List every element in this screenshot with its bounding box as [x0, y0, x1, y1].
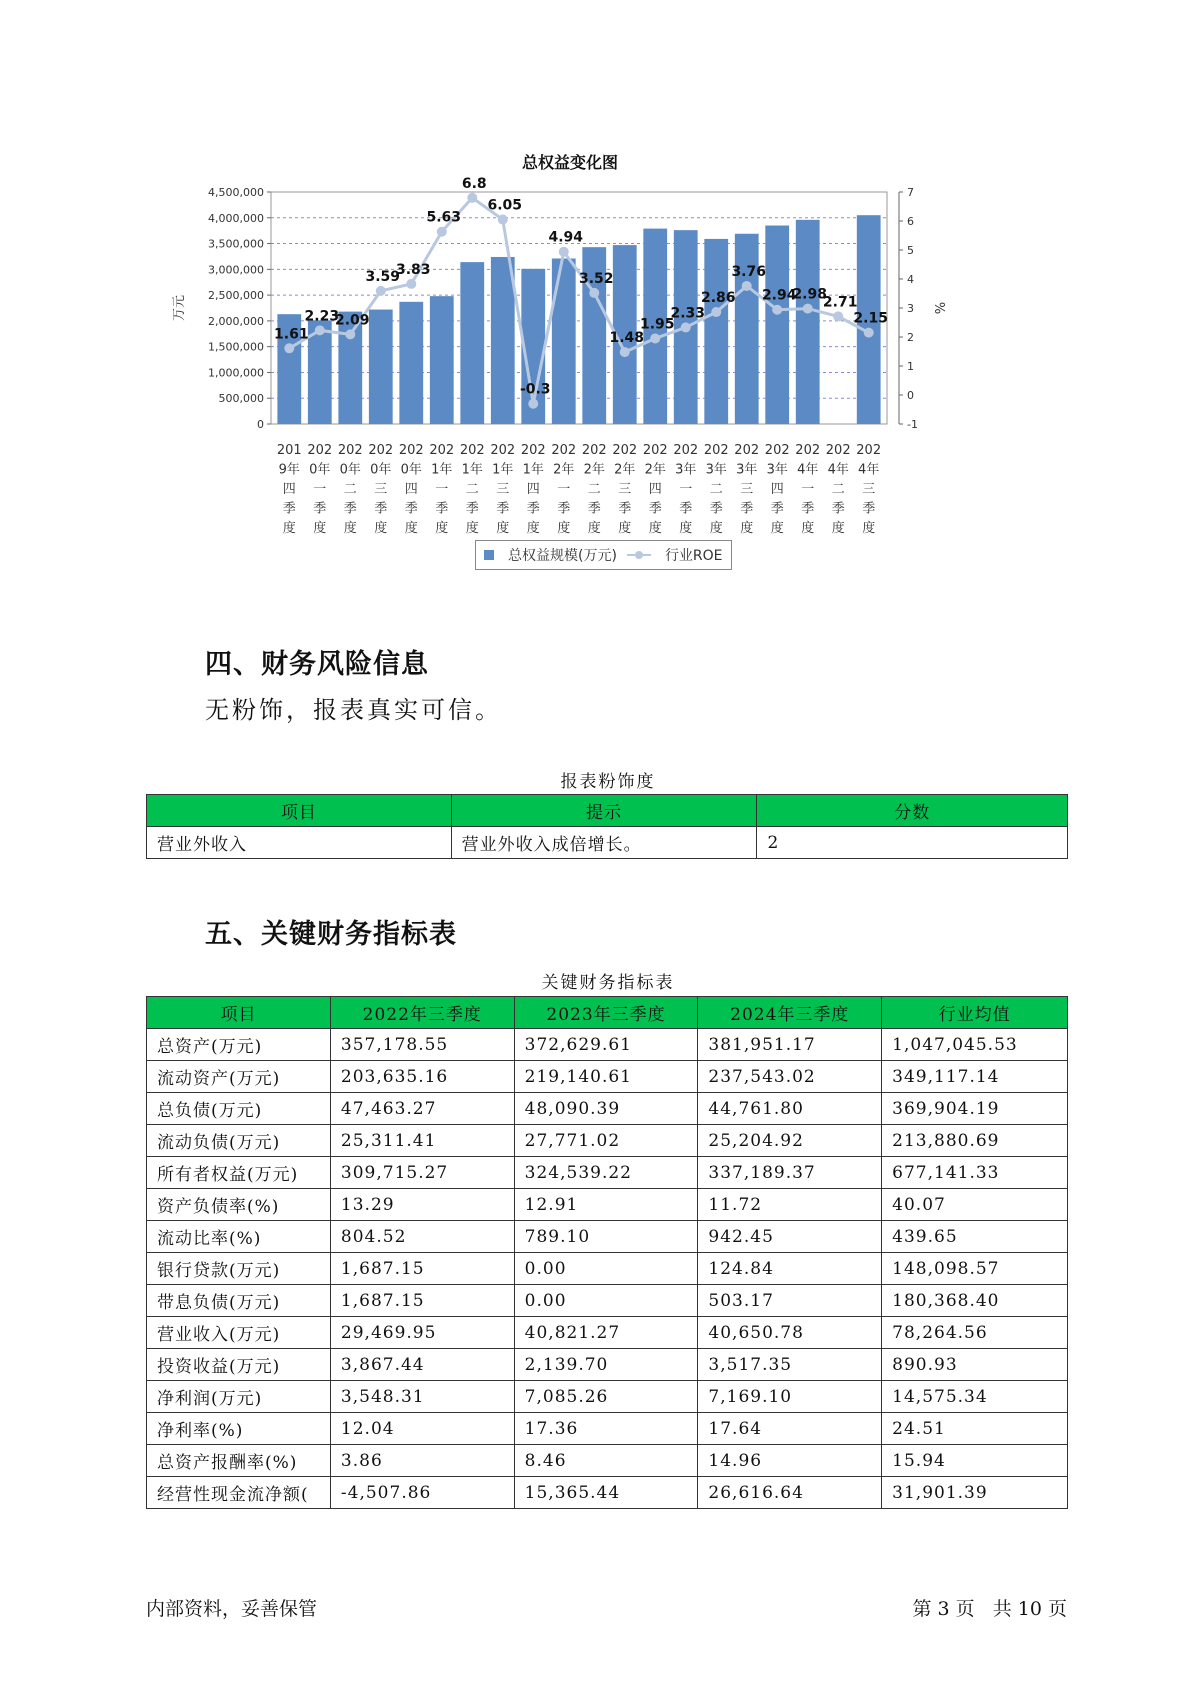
- table-cell: 237,543.02: [698, 1061, 882, 1093]
- x-tick-label: 2年: [553, 462, 575, 478]
- roe-data-label: 2.71: [822, 294, 858, 311]
- table-header: 2024年三季度: [698, 997, 882, 1029]
- x-tick-label: 季: [557, 501, 571, 517]
- roe-point: [711, 307, 721, 317]
- table-cell: 372,629.61: [514, 1029, 698, 1061]
- x-tick-label: 季: [709, 501, 723, 517]
- roe-point: [406, 279, 416, 289]
- roe-point: [559, 247, 569, 257]
- x-tick-label: 二: [831, 482, 845, 497]
- table-cell: 369,904.19: [882, 1093, 1068, 1125]
- bar: [765, 226, 789, 424]
- roe-data-label: 3.52: [578, 270, 614, 287]
- whitewash-table-caption: 报表粉饰度: [560, 772, 656, 792]
- section4-text: 无粉饰，报表真实可信。: [205, 696, 502, 724]
- table-row: [147, 827, 1068, 859]
- page-number: 第 3 页 共 10 页: [912, 1598, 1067, 1620]
- y2-tick-label: 1: [907, 360, 914, 373]
- table-cell: 净利润(万元): [147, 1381, 331, 1413]
- x-tick-label: 季: [679, 501, 693, 517]
- table-header: 项目: [147, 795, 452, 827]
- x-tick-label: 202: [734, 443, 760, 458]
- roe-data-label: 1.95: [639, 316, 675, 333]
- x-tick-label: 202: [551, 443, 577, 458]
- roe-point: [589, 288, 599, 298]
- table-cell: 25,311.41: [330, 1125, 514, 1157]
- x-tick-label: 度: [679, 521, 693, 536]
- y2-tick-label: 4: [907, 273, 914, 286]
- table-cell: 219,140.61: [514, 1061, 698, 1093]
- table-cell: 营业外收入成倍增长。: [451, 827, 757, 859]
- x-tick-label: 季: [526, 501, 540, 517]
- roe-point: [528, 399, 538, 409]
- key-indicators-table: [146, 996, 1068, 1509]
- table-cell: 1,047,045.53: [882, 1029, 1068, 1061]
- table-row: [147, 1221, 1068, 1253]
- roe-point: [345, 329, 355, 339]
- table-cell: 14,575.34: [882, 1381, 1068, 1413]
- x-tick-label: 季: [465, 501, 479, 517]
- x-tick-label: 3年: [766, 462, 788, 478]
- y2-tick-label: 5: [907, 244, 914, 257]
- table-header: 分数: [757, 795, 1068, 827]
- x-tick-label: 季: [313, 501, 327, 517]
- table-cell: 投资收益(万元): [147, 1349, 331, 1381]
- x-tick-label: 四: [282, 482, 296, 497]
- y2-tick-label: 7: [907, 186, 914, 199]
- x-tick-label: 度: [343, 521, 357, 536]
- table-row: [147, 1189, 1068, 1221]
- x-tick-label: 202: [307, 443, 333, 458]
- y-tick-label: 4,000,000: [208, 211, 264, 225]
- key-indicators-caption: 关键财务指标表: [541, 973, 675, 993]
- table-cell: 3,867.44: [330, 1349, 514, 1381]
- table-cell: 总资产报酬率(%): [147, 1445, 331, 1477]
- x-tick-label: 季: [770, 501, 784, 517]
- x-tick-label: 1年: [461, 462, 483, 478]
- table-cell: 357,178.55: [330, 1029, 514, 1061]
- roe-data-label: 2.23: [304, 308, 340, 325]
- x-tick-label: 度: [557, 521, 571, 536]
- x-tick-label: 度: [526, 521, 540, 536]
- x-tick-label: 度: [709, 521, 723, 536]
- bar: [491, 257, 515, 424]
- x-tick-label: 季: [404, 501, 418, 517]
- x-tick-label: 1年: [492, 462, 514, 478]
- table-cell: 净利率(%): [147, 1413, 331, 1445]
- bar: [704, 239, 728, 424]
- roe-point: [437, 227, 447, 237]
- y-tick-label: 0: [257, 418, 264, 431]
- bar: [338, 312, 362, 424]
- y-axis-title: 万元: [172, 294, 187, 322]
- table-cell: 503.17: [698, 1285, 882, 1317]
- roe-point: [742, 281, 752, 291]
- roe-data-label: 2.15: [853, 310, 888, 327]
- roe-point: [833, 311, 843, 321]
- table-cell: 7,169.10: [698, 1381, 882, 1413]
- x-tick-label: 4年: [797, 462, 819, 478]
- table-cell: 804.52: [330, 1221, 514, 1253]
- x-tick-label: 季: [618, 501, 632, 517]
- table-cell: 总资产(万元): [147, 1029, 331, 1061]
- table-cell: 17.64: [698, 1413, 882, 1445]
- table-cell: 营业外收入: [147, 827, 452, 859]
- table-cell: 203,635.16: [330, 1061, 514, 1093]
- roe-point: [467, 193, 477, 203]
- chart-title: 总权益变化图: [521, 153, 618, 172]
- table-cell: 40.07: [882, 1189, 1068, 1221]
- y-tick-label: 1,000,000: [208, 366, 264, 380]
- x-tick-label: 3年: [705, 462, 727, 478]
- x-tick-label: 一: [801, 482, 815, 497]
- table-cell: 资产负债率(%): [147, 1189, 331, 1221]
- x-tick-label: 季: [648, 501, 662, 517]
- table-cell: 15,365.44: [514, 1477, 698, 1509]
- x-tick-label: 度: [770, 521, 784, 536]
- x-tick-label: 202: [612, 443, 638, 458]
- table-cell: 1,687.15: [330, 1253, 514, 1285]
- roe-data-label: 2.94: [761, 287, 797, 304]
- x-tick-label: 季: [496, 501, 510, 517]
- table-cell: 流动比率(%): [147, 1221, 331, 1253]
- x-tick-label: 四: [404, 482, 418, 497]
- roe-point: [376, 286, 386, 296]
- x-tick-label: 0年: [309, 462, 331, 478]
- x-tick-label: 二: [587, 482, 601, 497]
- x-tick-label: 202: [825, 443, 851, 458]
- x-tick-label: 四: [648, 482, 662, 497]
- roe-data-label: 1.48: [609, 330, 645, 347]
- x-tick-label: 季: [801, 501, 815, 517]
- chart-canvas: [172, 140, 955, 540]
- table-cell: 0.00: [514, 1285, 698, 1317]
- x-tick-label: 2年: [583, 462, 605, 478]
- table-cell: 78,264.56: [882, 1317, 1068, 1349]
- table-header: 提示: [451, 795, 757, 827]
- table-cell: 124.84: [698, 1253, 882, 1285]
- table-row: [147, 1253, 1068, 1285]
- roe-point: [803, 304, 813, 314]
- x-tick-label: 1年: [522, 462, 544, 478]
- x-tick-label: 一: [679, 482, 693, 497]
- table-cell: 25,204.92: [698, 1125, 882, 1157]
- y2-tick-label: 2: [907, 331, 914, 344]
- legend-line-swatch: [627, 551, 651, 559]
- roe-data-label: 3.76: [731, 263, 766, 280]
- table-cell: 27,771.02: [514, 1125, 698, 1157]
- table-row: [147, 1061, 1068, 1093]
- x-tick-label: 季: [831, 501, 845, 517]
- table-cell: 439.65: [882, 1221, 1068, 1253]
- x-tick-label: 度: [648, 521, 662, 536]
- x-tick-label: 四: [526, 482, 540, 497]
- table-cell: 677,141.33: [882, 1157, 1068, 1189]
- roe-point: [498, 215, 508, 225]
- x-tick-label: 二: [343, 482, 357, 497]
- table-row: [147, 1285, 1068, 1317]
- table-cell: 带息负债(万元): [147, 1285, 331, 1317]
- x-tick-label: 季: [862, 501, 876, 517]
- roe-data-label: -0.3: [519, 381, 551, 398]
- table-row: [147, 1157, 1068, 1189]
- table-row: [147, 1477, 1068, 1509]
- x-tick-label: 度: [313, 521, 327, 536]
- x-tick-label: 三: [740, 482, 754, 497]
- x-tick-label: 季: [374, 501, 388, 517]
- table-cell: 890.93: [882, 1349, 1068, 1381]
- x-tick-label: 3年: [675, 462, 697, 478]
- bar: [460, 262, 484, 424]
- bar: [399, 302, 423, 424]
- x-tick-label: 一: [435, 482, 449, 497]
- x-tick-label: 0年: [370, 462, 392, 478]
- table-cell: 总负债(万元): [147, 1093, 331, 1125]
- table-cell: 17.36: [514, 1413, 698, 1445]
- table-cell: 8.46: [514, 1445, 698, 1477]
- x-tick-label: 202: [703, 443, 729, 458]
- y2-tick-label: -1: [907, 418, 918, 431]
- bar: [552, 259, 576, 424]
- table-cell: 148,098.57: [882, 1253, 1068, 1285]
- roe-data-label: 3.83: [396, 261, 431, 278]
- table-cell: 经营性现金流净额(: [147, 1477, 331, 1509]
- legend-bar-label: 总权益规模(万元): [508, 548, 617, 564]
- x-tick-label: 三: [374, 482, 388, 497]
- chart-legend: [475, 540, 732, 570]
- table-cell: 789.10: [514, 1221, 698, 1253]
- table-cell: 3,548.31: [330, 1381, 514, 1413]
- table-cell: 2,139.70: [514, 1349, 698, 1381]
- x-tick-label: 度: [587, 521, 601, 536]
- x-tick-label: 度: [282, 521, 296, 536]
- section5-heading: 五、关键财务指标表: [205, 919, 457, 950]
- roe-data-label: 2.86: [700, 290, 736, 307]
- x-tick-label: 9年: [278, 462, 300, 478]
- table-cell: 3,517.35: [698, 1349, 882, 1381]
- y2-tick-label: 3: [907, 302, 914, 315]
- x-tick-label: 3年: [736, 462, 758, 478]
- table-header: 2023年三季度: [514, 997, 698, 1029]
- table-cell: 942.45: [698, 1221, 882, 1253]
- x-tick-label: 度: [404, 521, 418, 536]
- table-cell: 银行贷款(万元): [147, 1253, 331, 1285]
- table-cell: 47,463.27: [330, 1093, 514, 1125]
- table-cell: 381,951.17: [698, 1029, 882, 1061]
- x-tick-label: 202: [764, 443, 790, 458]
- x-tick-label: 一: [313, 482, 327, 497]
- x-tick-label: 度: [862, 521, 876, 536]
- x-tick-label: 202: [429, 443, 455, 458]
- roe-point: [315, 325, 325, 335]
- table-row: [147, 1317, 1068, 1349]
- roe-point: [864, 328, 874, 338]
- x-tick-label: 度: [618, 521, 632, 536]
- table-cell: 180,368.40: [882, 1285, 1068, 1317]
- y-tick-label: 3,000,000: [208, 263, 264, 277]
- x-tick-label: 季: [343, 501, 357, 517]
- bar: [735, 234, 759, 424]
- table-row: [147, 1445, 1068, 1477]
- table-cell: 所有者权益(万元): [147, 1157, 331, 1189]
- table-cell: 15.94: [882, 1445, 1068, 1477]
- y-tick-label: 2,000,000: [208, 314, 264, 328]
- y2-tick-label: 6: [907, 215, 914, 228]
- y-tick-label: 1,500,000: [208, 340, 264, 354]
- table-cell: 流动负债(万元): [147, 1125, 331, 1157]
- table-cell: 11.72: [698, 1189, 882, 1221]
- table-cell: 12.91: [514, 1189, 698, 1221]
- y2-tick-label: 0: [907, 389, 914, 402]
- table-cell: 7,085.26: [514, 1381, 698, 1413]
- table-cell: 337,189.37: [698, 1157, 882, 1189]
- roe-data-label: 3.59: [365, 268, 401, 285]
- table-cell: 3.86: [330, 1445, 514, 1477]
- x-tick-label: 202: [673, 443, 699, 458]
- table-header: 行业均值: [882, 997, 1068, 1029]
- table-cell: 0.00: [514, 1253, 698, 1285]
- roe-data-label: 2.09: [335, 312, 370, 329]
- table-cell: 14.96: [698, 1445, 882, 1477]
- x-tick-label: 三: [618, 482, 632, 497]
- equity-chart: [172, 140, 955, 610]
- y-tick-label: 2,500,000: [208, 289, 264, 303]
- x-tick-label: 2年: [614, 462, 636, 478]
- x-tick-label: 季: [587, 501, 601, 517]
- whitewash-table: [146, 794, 1068, 859]
- x-tick-label: 202: [398, 443, 424, 458]
- x-tick-label: 202: [581, 443, 607, 458]
- x-tick-label: 2年: [644, 462, 666, 478]
- table-cell: 营业收入(万元): [147, 1317, 331, 1349]
- x-tick-label: 度: [374, 521, 388, 536]
- y-tick-label: 4,500,000: [208, 186, 264, 199]
- roe-point: [620, 347, 630, 357]
- table-cell: 349,117.14: [882, 1061, 1068, 1093]
- x-tick-label: 四: [770, 482, 784, 497]
- roe-data-label: 5.63: [426, 209, 462, 226]
- x-tick-label: 度: [801, 521, 815, 536]
- footer-note: 内部资料，妥善保管: [146, 1598, 318, 1620]
- roe-point: [284, 343, 294, 353]
- table-cell: 309,715.27: [330, 1157, 514, 1189]
- table-cell: 26,616.64: [698, 1477, 882, 1509]
- legend-bar-swatch: [484, 550, 494, 560]
- table-cell: 12.04: [330, 1413, 514, 1445]
- table-cell: 24.51: [882, 1413, 1068, 1445]
- table-header: 项目: [147, 997, 331, 1029]
- table-cell: -4,507.86: [330, 1477, 514, 1509]
- x-tick-label: 季: [282, 501, 296, 517]
- y2-axis-title: %: [931, 301, 946, 315]
- x-tick-label: 度: [435, 521, 449, 536]
- x-tick-label: 202: [368, 443, 394, 458]
- x-tick-label: 三: [496, 482, 510, 497]
- bar: [369, 310, 393, 424]
- x-tick-label: 4年: [827, 462, 849, 478]
- table-header: 2022年三季度: [330, 997, 514, 1029]
- x-tick-label: 0年: [400, 462, 422, 478]
- y-tick-label: 3,500,000: [208, 237, 264, 251]
- roe-point: [650, 333, 660, 343]
- table-cell: 44,761.80: [698, 1093, 882, 1125]
- table-row: [147, 1349, 1068, 1381]
- table-cell: 29,469.95: [330, 1317, 514, 1349]
- x-tick-label: 202: [520, 443, 546, 458]
- table-row: [147, 1093, 1068, 1125]
- bar: [430, 296, 454, 424]
- roe-data-label: 1.61: [274, 326, 309, 343]
- roe-point: [772, 305, 782, 315]
- x-tick-label: 202: [795, 443, 821, 458]
- table-cell: 2: [757, 827, 1068, 859]
- x-tick-label: 202: [642, 443, 668, 458]
- x-tick-label: 202: [337, 443, 363, 458]
- roe-data-label: 6.8: [461, 175, 487, 192]
- x-tick-label: 二: [709, 482, 723, 497]
- x-tick-label: 季: [435, 501, 449, 517]
- table-cell: 13.29: [330, 1189, 514, 1221]
- x-tick-label: 202: [856, 443, 882, 458]
- table-row: [147, 1125, 1068, 1157]
- x-tick-label: 季: [740, 501, 754, 517]
- roe-point: [681, 322, 691, 332]
- table-cell: 48,090.39: [514, 1093, 698, 1125]
- bar: [796, 220, 820, 424]
- table-cell: 1,687.15: [330, 1285, 514, 1317]
- x-tick-label: 202: [459, 443, 485, 458]
- x-tick-label: 度: [496, 521, 510, 536]
- x-tick-label: 一: [557, 482, 571, 497]
- y-tick-label: 500,000: [218, 392, 264, 406]
- table-row: [147, 1413, 1068, 1445]
- x-tick-label: 度: [465, 521, 479, 536]
- x-tick-label: 三: [862, 482, 876, 497]
- table-row: [147, 1029, 1068, 1061]
- roe-data-label: 4.94: [548, 229, 584, 246]
- x-tick-label: 二: [465, 482, 479, 497]
- x-tick-label: 度: [831, 521, 845, 536]
- x-tick-label: 度: [740, 521, 754, 536]
- roe-data-label: 6.05: [487, 197, 523, 214]
- legend-line-label: 行业ROE: [664, 548, 723, 564]
- table-cell: 213,880.69: [882, 1125, 1068, 1157]
- roe-data-label: 2.98: [792, 286, 827, 303]
- section4-heading: 四、财务风险信息: [205, 649, 429, 680]
- table-row: [147, 1381, 1068, 1413]
- x-tick-label: 1年: [431, 462, 453, 478]
- x-tick-label: 202: [490, 443, 516, 458]
- table-cell: 流动资产(万元): [147, 1061, 331, 1093]
- roe-data-label: 2.33: [670, 305, 706, 322]
- x-tick-label: 201: [276, 443, 302, 458]
- table-cell: 324,539.22: [514, 1157, 698, 1189]
- x-tick-label: 4年: [858, 462, 880, 478]
- x-tick-label: 0年: [339, 462, 361, 478]
- table-cell: 31,901.39: [882, 1477, 1068, 1509]
- table-cell: 40,821.27: [514, 1317, 698, 1349]
- table-cell: 40,650.78: [698, 1317, 882, 1349]
